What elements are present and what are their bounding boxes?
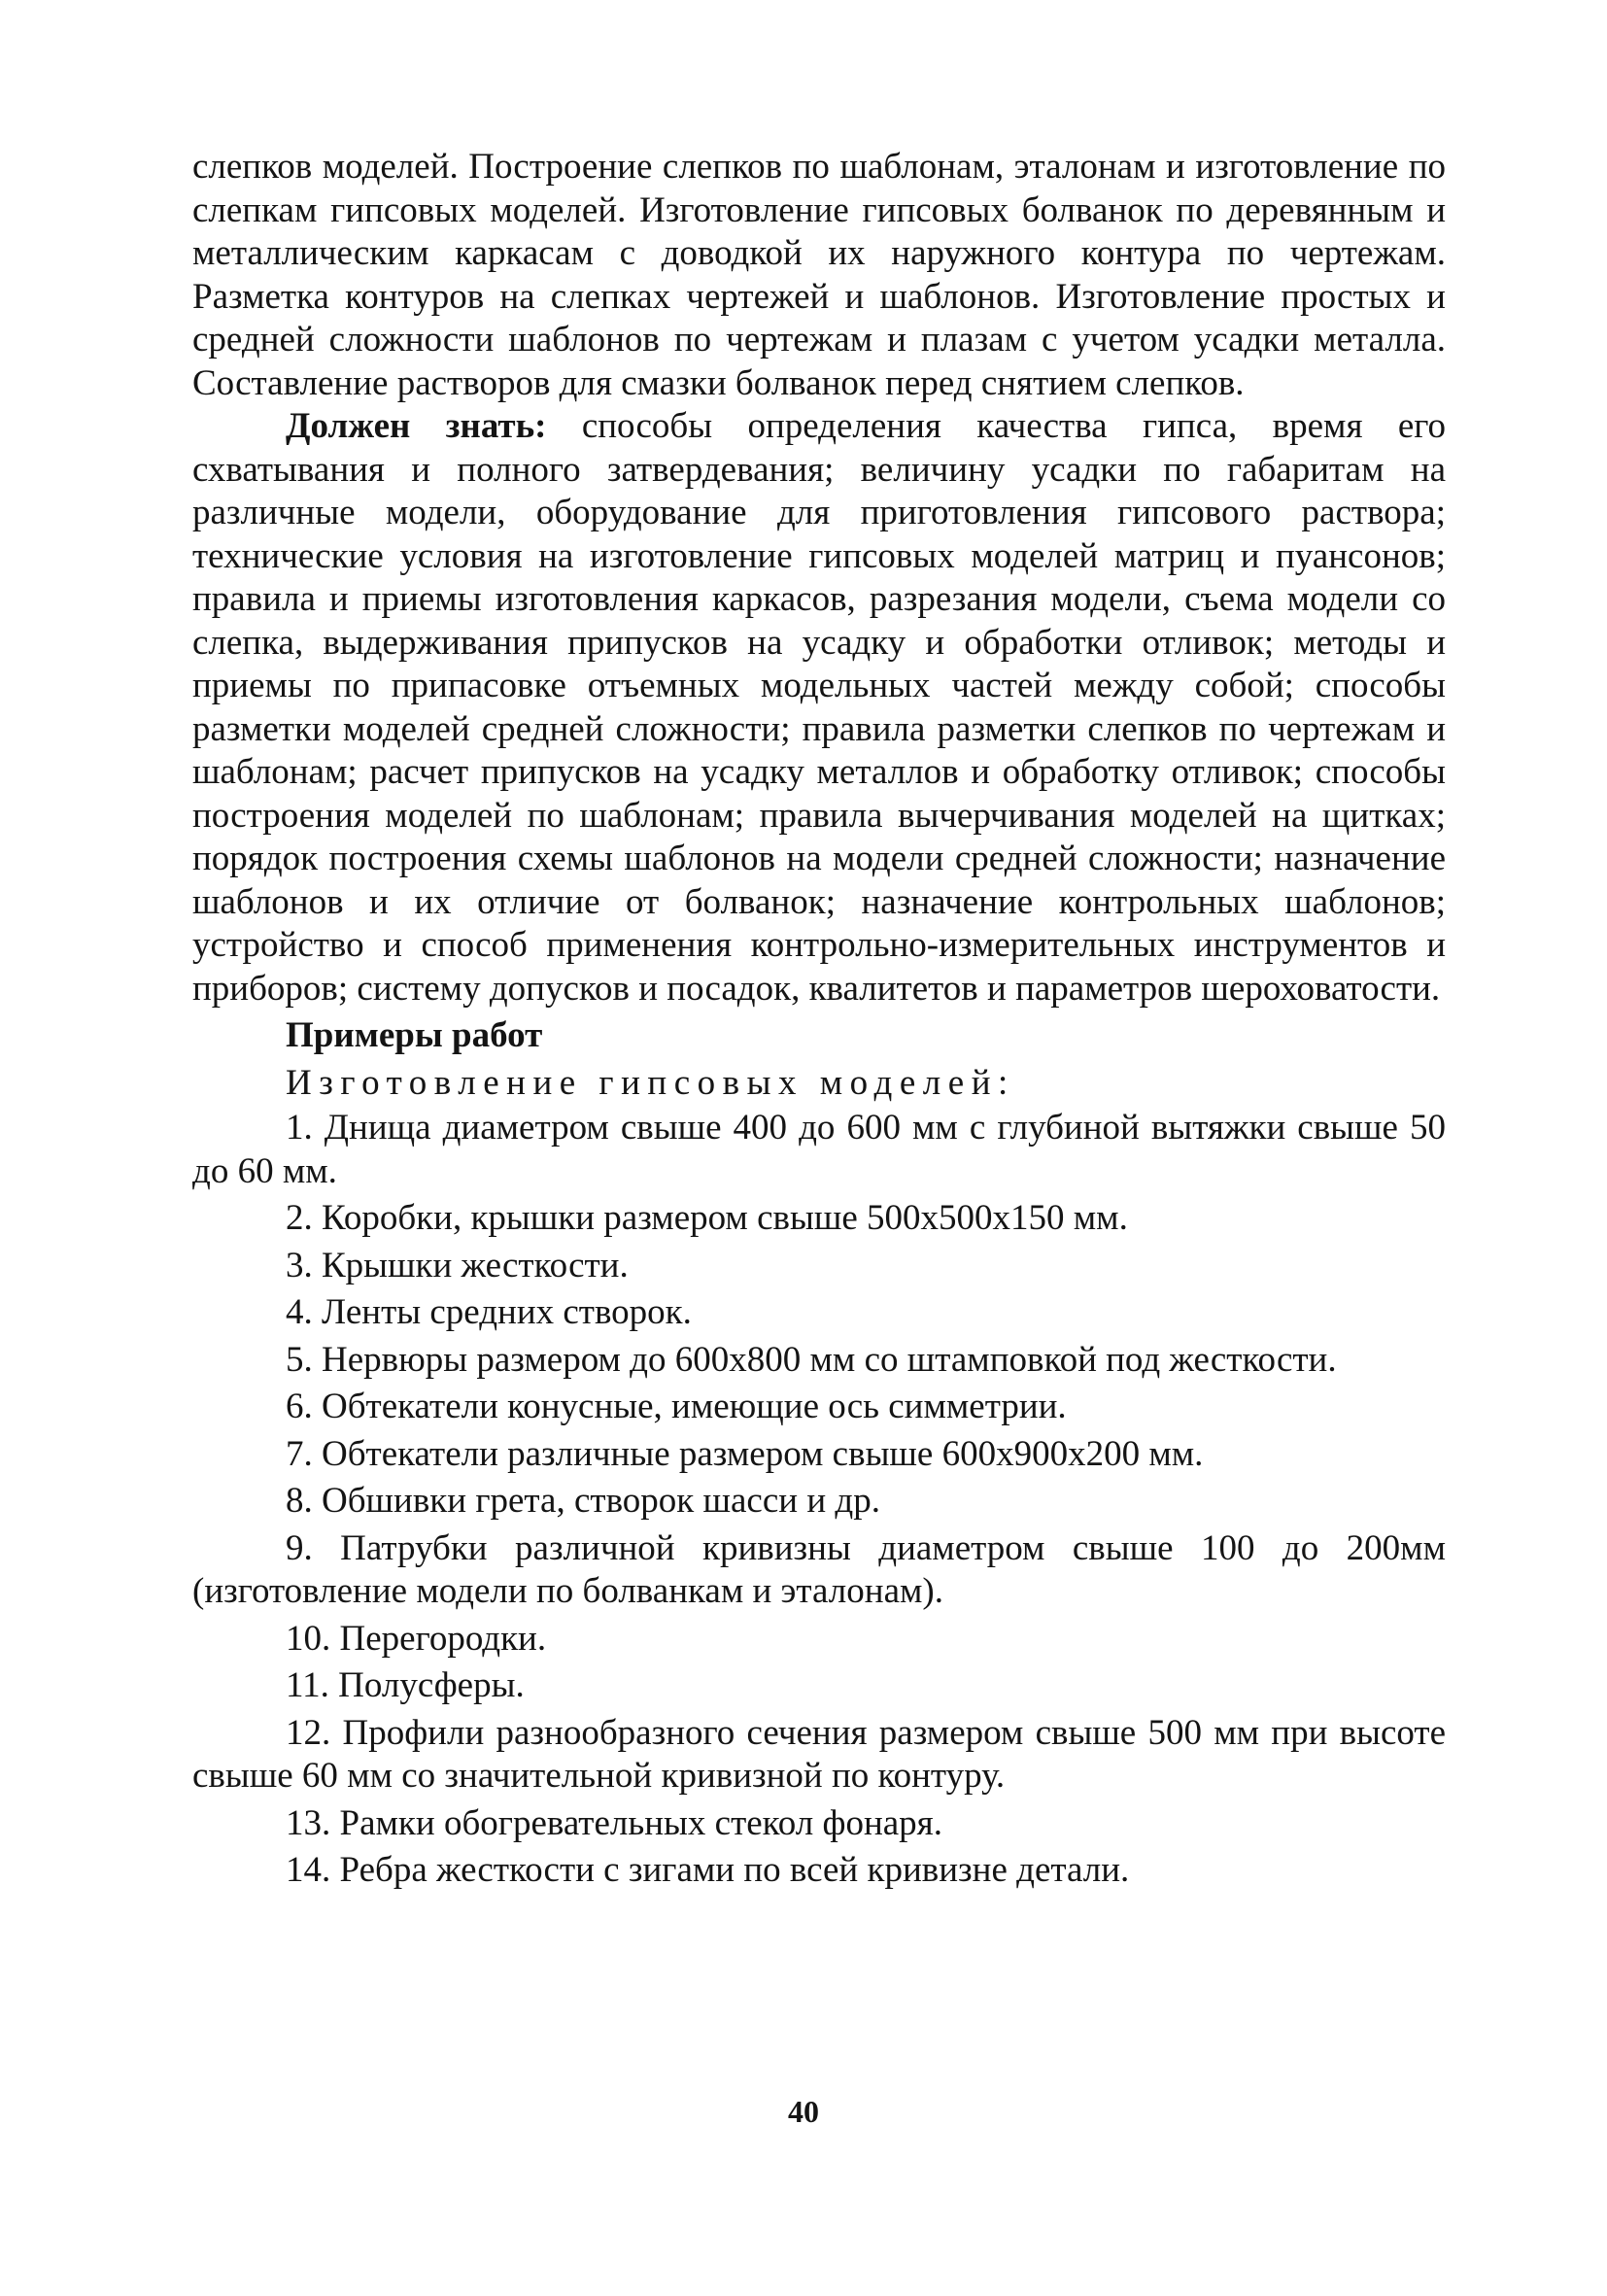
intro-paragraph: слепков моделей. Построение слепков по шаблонам, эталонам и изготовление по слепкам гипсовых моделей. Изготовление гипсовых болванок по деревянным и металлическим каркасам с доводкой их наружного контура по чертежам. Разметка контуров на слепках чертежей и шаблонов. Изготовление простых и средней сложности шаблонов по чертежам и плазам с учетом усадки металла. Составление растворов для смазки болванок перед снятием слепков. — [192, 147, 1446, 403]
list-item: 1. Днища диаметром свыше 400 до 600 мм с глубиной вытяжки свыше 50 до 60 мм. — [192, 1108, 1446, 1191]
list-item: 14. Ребра жесткости с зигами по всей кривизне детали. — [286, 1850, 1130, 1890]
list-item: 8. Обшивки грета, створок шасси и др. — [286, 1481, 880, 1521]
must-know-paragraph — [192, 405, 1446, 1011]
list-item: 3. Крышки жесткости. — [286, 1245, 629, 1285]
must-know-label: Должен знать: — [286, 406, 547, 446]
list-item: 2. Коробки, крышки размером свыше 500х500х150 мм. — [286, 1198, 1128, 1238]
list-item: 11. Полусферы. — [286, 1665, 525, 1705]
list-item: 12. Профили разнообразного сечения размером свыше 500 мм при высоте свыше 60 мм со значительной кривизной по контуру. — [192, 1712, 1446, 1796]
examples-subheading: Изготовление гипсовых моделей: — [286, 1062, 1015, 1103]
page-number: 40 — [788, 2094, 819, 2129]
list-item: 4. Ленты средних створок. — [286, 1292, 692, 1332]
list-item: 9. Патрубки различной кривизны диаметром свыше 100 до 200мм (изготовление модели по болванкам и эталонам). — [192, 1527, 1446, 1611]
examples-heading: Примеры работ — [286, 1015, 543, 1055]
page-body — [192, 146, 1446, 1897]
examples-list — [192, 1107, 1446, 1893]
must-know-text: способы определения качества гипса, время его схватывания и полного затвердевания; величину усадки по габаритам на различные модели, оборудование для приготовления гипсового раствора; технические условия на изготовление гипсовых моделей матриц и пуансонов; правила и приемы изготовления каркасов, разрезания модели, съема модели со слепка, выдерживания припусков на усадку и обработки отливок; методы и приемы по припасовке отъемных модельных частей между собой; способы разметки моделей средней сложности; правила разметки слепков по чертежам и шаблонам; расчет припусков на усадку металлов и обработку отливок; способы построения моделей по шаблонам; правила вычерчивания моделей на щитках; порядок построения схемы шаблонов на модели средней сложности; назначение шаблонов и их отличие от болванок; назначение контрольных шаблонов; устройство и способ применения контрольно-измерительных инструментов и приборов; систему допусков и посадок, квалитетов и параметров шероховатости. — [192, 406, 1446, 1009]
list-item: 5. Нервюры размером до 600х800 мм со штамповкой под жесткости. — [286, 1339, 1337, 1380]
list-item: 13. Рамки обогревательных стекол фонаря. — [286, 1802, 942, 1843]
list-item: 10. Перегородки. — [286, 1618, 547, 1659]
list-item: 6. Обтекатели конусные, имеющие ось симметрии. — [286, 1387, 1067, 1426]
list-item: 7. Обтекатели различные размером свыше 600х900х200 мм. — [286, 1433, 1204, 1474]
